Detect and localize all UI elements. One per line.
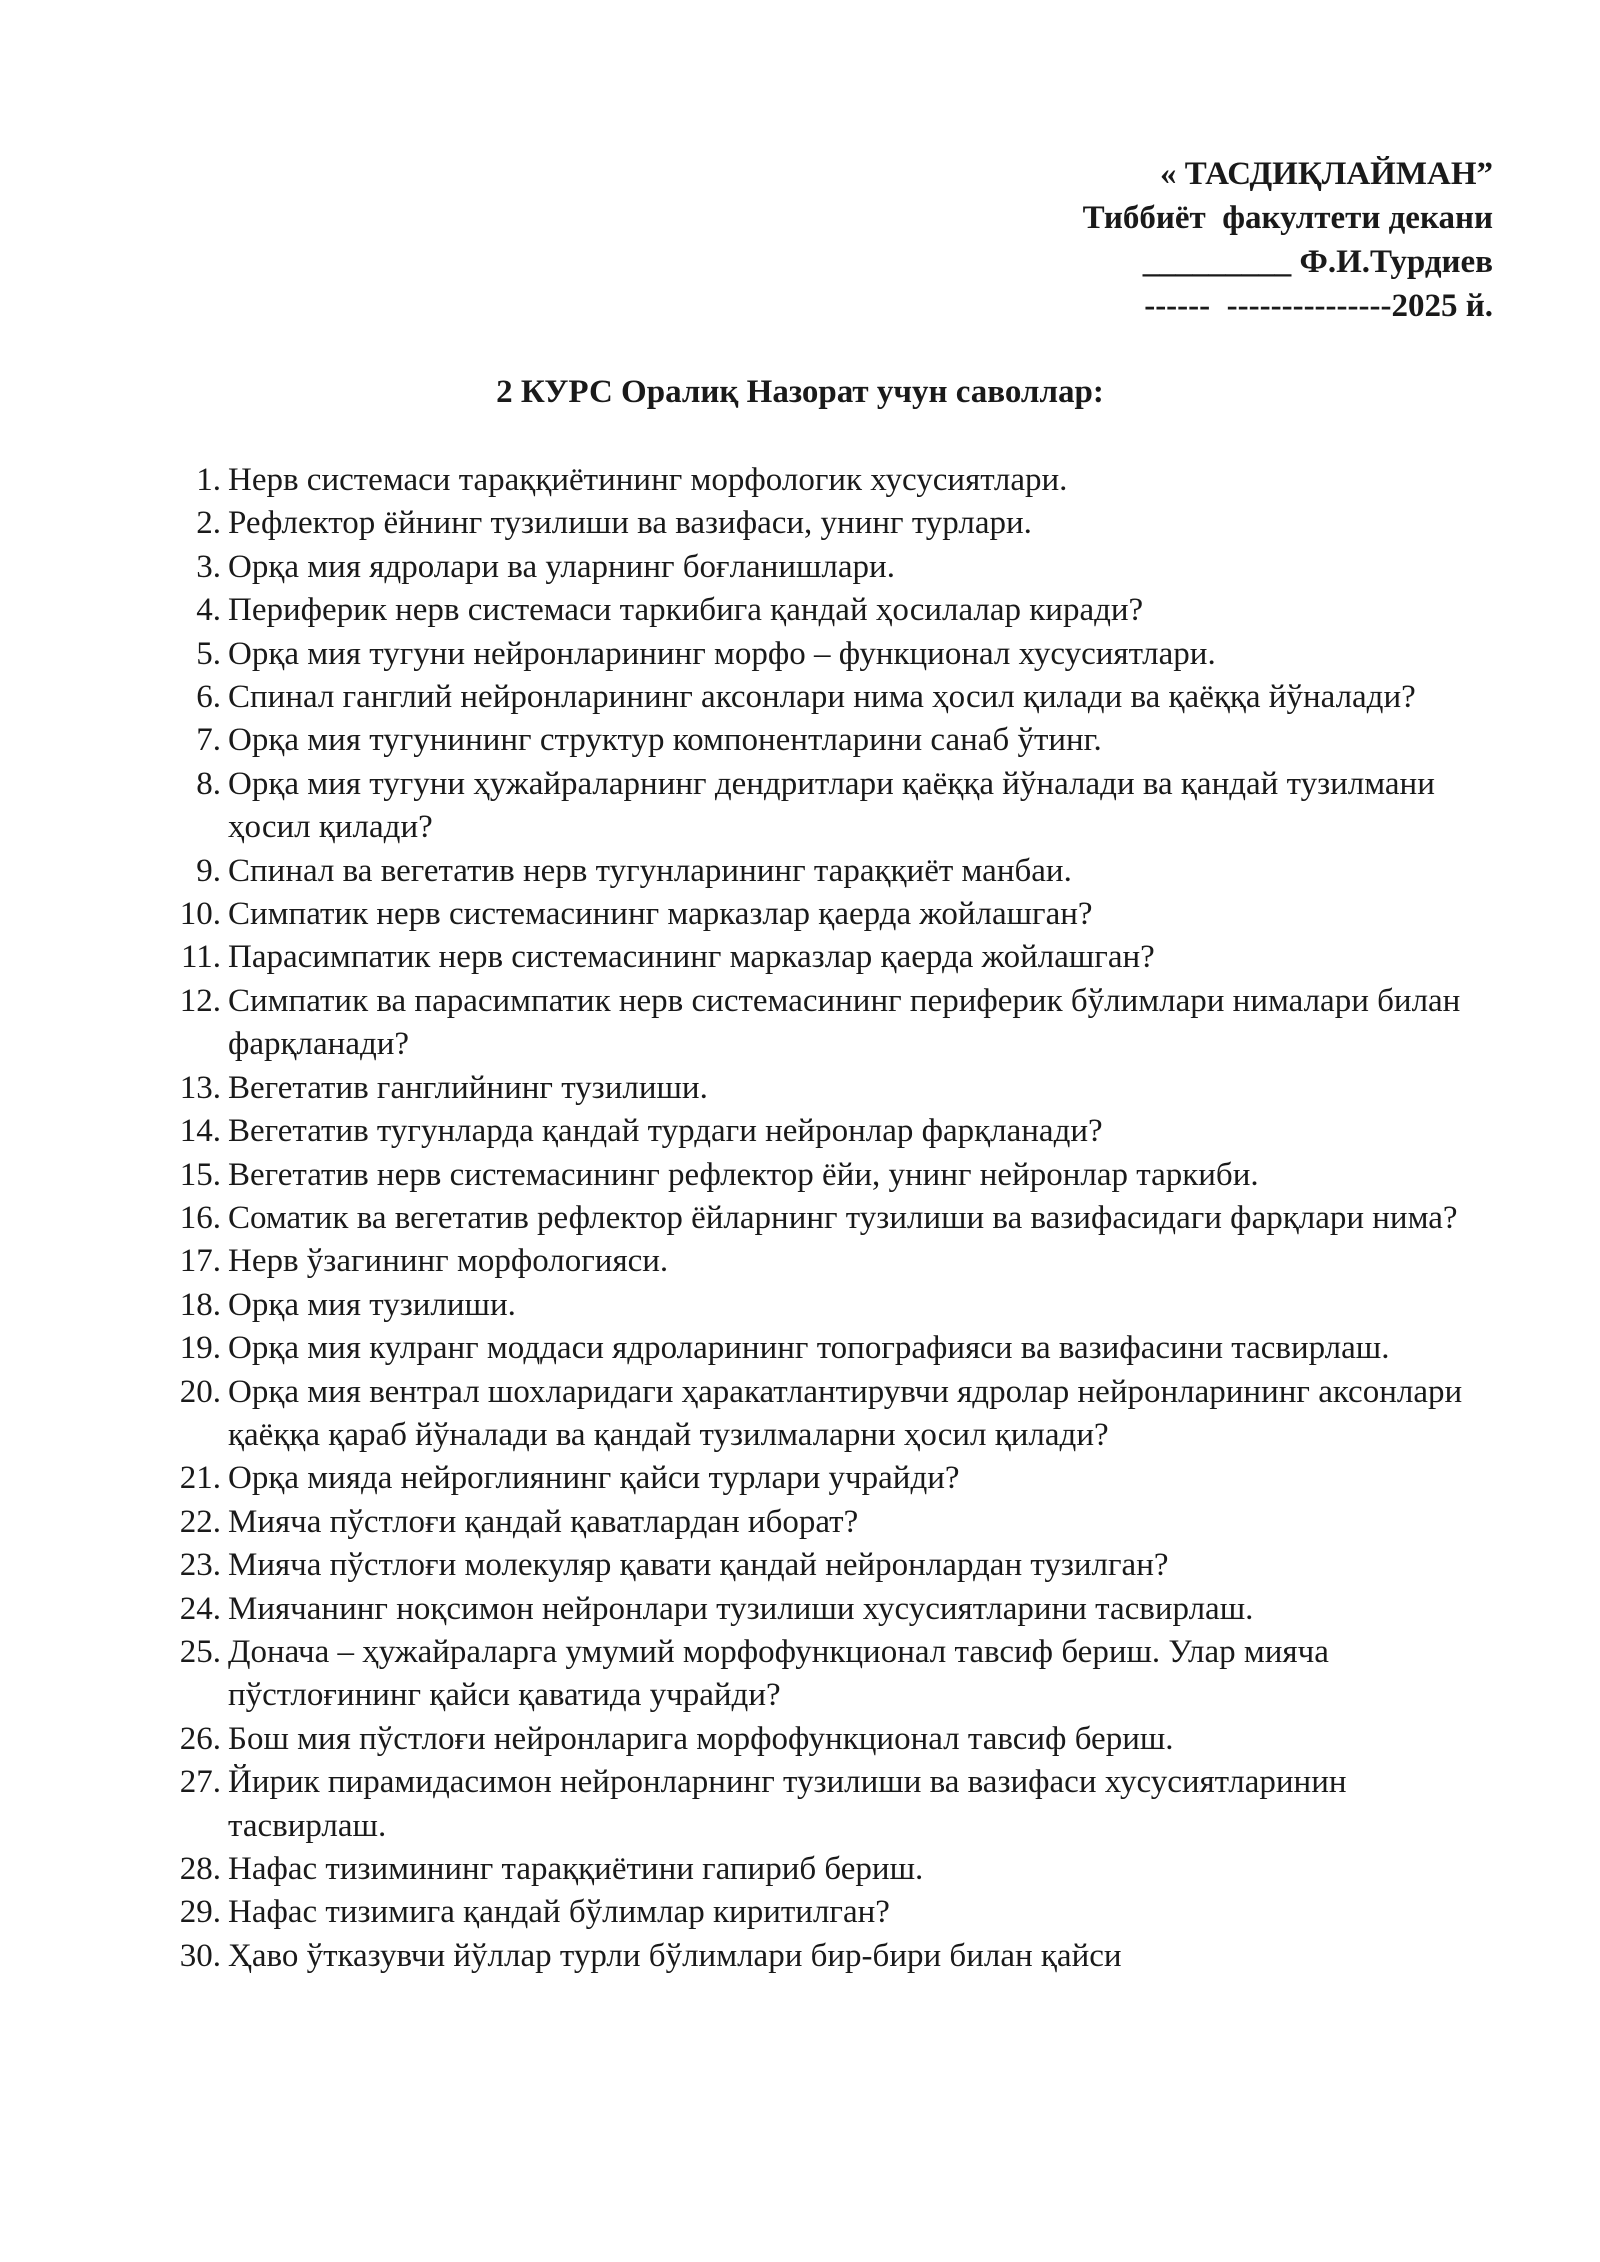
question-number: 26. (179, 1720, 221, 1757)
question-item (165, 1154, 1505, 1197)
question-item (165, 719, 1505, 762)
question-number: 8. (196, 765, 221, 802)
question-number: 10. (179, 896, 221, 933)
question-number: 29. (179, 1894, 221, 1931)
question-item (165, 1718, 1505, 1761)
question-text: Симпатик нерв системасининг марказлар қаерда жойлашган? (228, 896, 1093, 933)
question-item (165, 980, 1505, 1067)
question-text: Донача – ҳужайраларга умумий морфофункционал тавсиф бериш. Улар мияча пўстлоғининг қайси қаватида учрайди? (228, 1633, 1329, 1714)
question-number: 22. (179, 1503, 221, 1540)
question-number: 19. (179, 1330, 221, 1367)
question-number: 9. (196, 852, 221, 889)
question-text: Орқа мия кулранг моддаси ядроларининг топографияси ва вазифасини тасвирлаш. (228, 1330, 1390, 1367)
question-item (165, 1197, 1505, 1240)
question-item (165, 1327, 1505, 1370)
question-number: 7. (196, 722, 221, 759)
question-number: 18. (179, 1286, 221, 1323)
question-number: 1. (196, 462, 221, 498)
approval-title: « ТАСДИҚЛАЙМАН” (1159, 156, 1493, 192)
question-number: 6. (196, 679, 221, 716)
question-text: Спинал ганглий нейронларининг аксонлари нима ҳосил қилади ва қаёққа йўналади? (228, 679, 1416, 716)
question-text: Орқа мия вентрал шохларидаги ҳаракатлантирувчи ядролар нейронларининг аксонлари қаёққа қараб йўналади ва қандай тузилмаларни ҳосил қилади? (228, 1373, 1463, 1453)
question-item (165, 1891, 1505, 1934)
question-item (165, 1240, 1505, 1283)
question-item (165, 589, 1505, 632)
question-text: Симпатик ва парасимпатик нерв системасининг периферик бўлимлари нималари билан фарқланади? (228, 982, 1461, 1063)
question-item (165, 1110, 1505, 1153)
question-item (165, 1935, 1505, 1978)
question-text: Вегетатив тугунларда қандай турдаги нейронлар фарқланади? (228, 1113, 1103, 1150)
approval-date: ------ ---------------2025 й. (1144, 288, 1493, 324)
question-text: Орқа мия тугунининг структур компонентларини санаб ўтинг. (228, 722, 1102, 759)
question-text: Орқа мия тугуни ҳужайраларнинг дендритлари қаёққа йўналади ва қандай тузилмани ҳосил қилади? (228, 765, 1435, 846)
question-item (165, 502, 1505, 545)
question-text: Орқа мияда нейроглиянинг қайси турлари учрайди? (228, 1460, 960, 1497)
question-text: Йирик пирамидасимон нейронларнинг тузилиши ва вазифаси хусусиятларинин тасвирлаш. (228, 1764, 1347, 1844)
question-number: 12. (179, 982, 221, 1019)
document-title: 2 КУРС Оралиқ Назорат учун саволлар: (496, 374, 1104, 410)
question-item (165, 1761, 1505, 1848)
question-number: 21. (179, 1460, 221, 1497)
question-item (165, 633, 1505, 676)
question-item (165, 1501, 1505, 1544)
question-number: 27. (179, 1764, 221, 1801)
question-number: 30. (179, 1937, 221, 1974)
question-number: 28. (179, 1851, 221, 1887)
approval-position: Тиббиёт факултети декани (1082, 200, 1493, 236)
question-text: Мияча пўстлоғи молекуляр қавати қандай нейронлардан тузилган? (228, 1547, 1169, 1584)
approval-signature: _________ Ф.И.Турдиев (1142, 244, 1493, 280)
question-text: Ҳаво ўтказувчи йўллар турли бўлимлари бир-бири билан қайси (228, 1937, 1122, 1974)
question-item (165, 763, 1505, 850)
questions-list (165, 459, 1505, 1978)
question-number: 11. (180, 939, 221, 976)
question-text: Нафас тизимига қандай бўлимлар киритилган? (228, 1894, 890, 1931)
question-item (165, 459, 1505, 502)
question-number: 3. (196, 548, 221, 585)
question-number: 20. (179, 1373, 221, 1410)
question-number: 4. (196, 592, 221, 629)
question-item (165, 1848, 1505, 1891)
question-text: Спинал ва вегетатив нерв тугунларининг тараққиёт манбаи. (228, 852, 1072, 889)
question-text: Периферик нерв системаси таркибига қандай ҳосилалар киради? (228, 592, 1144, 629)
question-text: Нерв системаси тараққиётининг морфологик хусусиятлари. (228, 462, 1068, 498)
question-number: 16. (179, 1199, 221, 1236)
question-text: Бош мия пўстлоғи нейронларига морфофункционал тавсиф бериш. (228, 1720, 1174, 1757)
question-item (165, 850, 1505, 893)
question-number: 14. (179, 1113, 221, 1150)
question-text: Мияча пўстлоғи қандай қаватлардан иборат? (228, 1503, 859, 1540)
question-text: Вегетатив нерв системасининг рефлектор ёйи, унинг нейронлар таркиби. (228, 1156, 1259, 1193)
question-number: 23. (179, 1547, 221, 1584)
approval-block (1083, 152, 1493, 328)
question-item (165, 1371, 1505, 1458)
question-text: Нафас тизимининг тараққиётини гапириб бериш. (228, 1851, 924, 1887)
question-number: 17. (179, 1243, 221, 1280)
question-number: 15. (179, 1156, 221, 1193)
question-item (165, 1284, 1505, 1327)
question-number: 24. (179, 1590, 221, 1627)
question-item (165, 1067, 1505, 1110)
question-item (165, 1588, 1505, 1631)
question-text: Миячанинг ноқсимон нейронлари тузилиши хусусиятларини тасвирлаш. (228, 1590, 1254, 1627)
question-item (165, 676, 1505, 719)
question-text: Парасимпатик нерв системасининг марказлар қаерда жойлашган? (228, 939, 1155, 976)
question-item (165, 1457, 1505, 1500)
question-text: Вегетатив ганглийнинг тузилиши. (228, 1069, 708, 1106)
question-number: 13. (179, 1069, 221, 1106)
question-text: Рефлектор ёйнинг тузилиши ва вазифаси, унинг турлари. (228, 505, 1032, 542)
question-text: Орқа мия тугуни нейронларининг морфо – функционал хусусиятлари. (228, 635, 1216, 672)
question-number: 25. (179, 1633, 221, 1670)
question-item (165, 893, 1505, 936)
question-item (165, 546, 1505, 589)
question-text: Орқа мия ядролари ва уларнинг боғланишлари. (228, 548, 895, 585)
question-item (165, 1631, 1505, 1718)
question-text: Орқа мия тузилиши. (228, 1286, 516, 1323)
question-text: Соматик ва вегетатив рефлектор ёйларнинг тузилиши ва вазифасидаги фарқлари нима? (228, 1199, 1458, 1236)
question-number: 2. (196, 505, 221, 542)
question-item (165, 1544, 1505, 1587)
question-item (165, 936, 1505, 979)
question-text: Нерв ўзагининг морфологияси. (228, 1243, 669, 1280)
question-number: 5. (196, 635, 221, 672)
